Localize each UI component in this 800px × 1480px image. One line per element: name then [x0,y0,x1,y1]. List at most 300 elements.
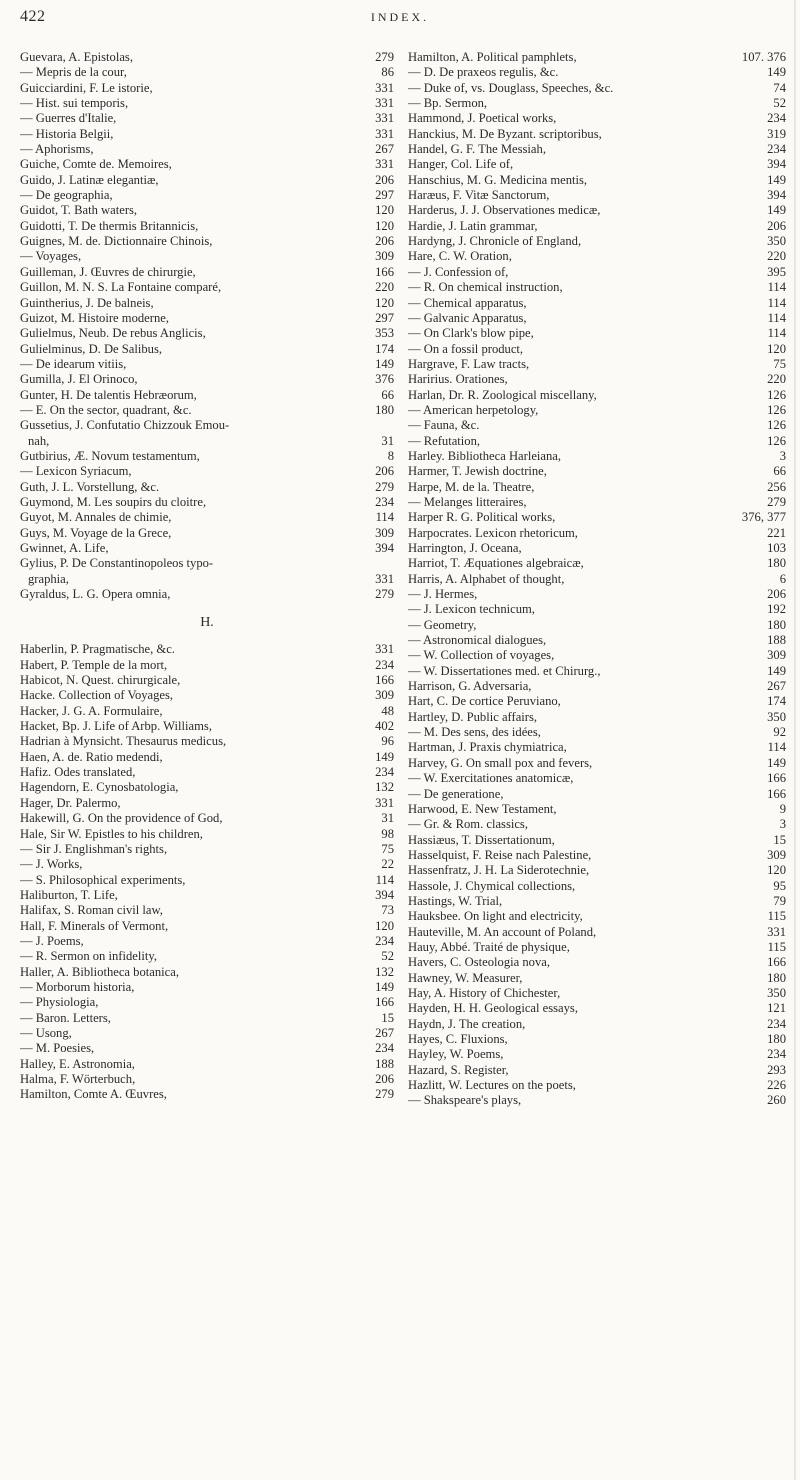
entry-page-ref: 279 [375,479,394,494]
entry-page-ref: 331 [375,795,394,810]
entry-text: Halley, E. Astronomia, [20,1056,135,1071]
entry-page-ref: 234 [767,111,786,126]
entry-text: Havers, C. Osteologia nova, [408,955,550,970]
index-entry [408,541,786,556]
entry-text: Hammond, J. Poetical works, [408,111,557,126]
entry-page-ref: 206 [375,1072,394,1086]
index-entry [408,955,786,970]
index-entry [20,495,394,510]
entry-text: Hassenfratz, J. H. La Siderotechnie, [408,863,590,878]
index-entry [20,965,394,980]
entry-page-ref: 234 [767,1047,786,1062]
index-entry [408,694,786,709]
entry-text: Guevara, A. Epistolas, [20,50,133,64]
entry-text: — Galvanic Apparatus, [408,310,527,325]
index-entry [408,157,786,172]
entry-page-ref: 66 [773,464,786,479]
entry-page-ref: 279 [375,50,394,64]
index-entry [408,249,786,264]
entry-page-ref: 121 [767,1001,786,1016]
entry-text: Hacket, Bp. J. Life of Arbp. Williams, [20,719,212,734]
entry-text: — W. Collection of voyages, [408,648,555,663]
entry-text: — M. Des sens, des idées, [408,725,541,740]
entry-text: Habicot, N. Quest. chirurgicale, [20,673,181,688]
entry-text: Hartman, J. Praxis chymiatrica, [408,740,567,755]
index-entry [20,541,394,556]
index-entry [408,357,786,372]
index-entry [408,556,786,571]
index-entry [20,464,394,479]
entry-page-ref: 52 [381,949,394,964]
entry-text: Guidotti, T. De thermis Britannicis, [20,218,199,233]
entry-text: — Duke of, vs. Douglass, Speeches, &c. [408,80,614,95]
index-entry [408,787,786,802]
entry-page-ref: 206 [375,234,394,249]
entry-page-ref: 126 [767,433,786,448]
entry-page-ref: 234 [767,1016,786,1031]
entry-page-ref: 234 [375,933,394,948]
index-entry [20,1041,394,1056]
index-entry [408,372,786,387]
entry-text: Hanger, Col. Life of, [408,157,514,172]
entry-page-ref: 331 [375,157,394,172]
entry-page-ref: 394 [767,157,786,172]
entry-page-ref: 31 [381,811,394,826]
entry-page-ref: 31 [381,433,394,448]
entry-text: Hale, Sir W. Epistles to his children, [20,826,203,841]
entry-text: — Aphorisms, [20,142,94,157]
entry-text: Guizot, M. Histoire moderne, [20,310,169,325]
index-entry [20,81,394,96]
index-entry [20,796,394,811]
entry-text: Guymond, M. Les soupirs du cloitre, [20,494,207,509]
entry-text: Hacke. Collection of Voyages, [20,688,174,703]
entry-text: Gulielminus, D. De Salibus, [20,341,163,356]
index-entry [20,1057,394,1072]
entry-page-ref: 394 [375,541,394,555]
entry-page-ref: 206 [767,218,786,233]
entry-page-ref: 96 [381,734,394,749]
entry-page-ref: 174 [767,694,786,709]
entry-text: — Fauna, &c. [408,418,480,433]
entry-page-ref: 115 [767,939,786,954]
index-entry [20,96,394,111]
index-entry [408,480,786,495]
index-entry [20,188,394,203]
index-entry [408,96,786,111]
entry-text: — Lexicon Syriacum, [20,464,132,479]
entry-page-ref: 350 [767,709,786,724]
index-entry [408,510,786,525]
index-entry [20,688,394,703]
index-entry [408,65,786,80]
entry-page-ref: 297 [375,310,394,325]
index-entry [408,219,786,234]
entry-page-ref: 86 [381,65,394,80]
entry-text: Guidot, T. Bath waters, [20,203,138,218]
entry-page-ref: 149 [767,65,786,80]
index-entry [408,127,786,142]
entry-page-ref: 114 [767,326,786,341]
page-edge [794,0,796,1480]
entry-page-ref: 114 [767,740,786,755]
entry-text: Haræus, F. Vitæ Sanctorum, [408,188,550,203]
index-entry [20,827,394,842]
index-entry [20,249,394,264]
entry-page-ref: 149 [767,203,786,218]
index-entry [408,710,786,725]
entry-page-ref: 6 [779,571,786,586]
entry-page-ref: 309 [767,648,786,663]
index-entry [408,725,786,740]
index-entry [408,940,786,955]
index-entry [408,142,786,157]
entry-page-ref: 149 [375,979,394,994]
entry-page-ref: 376 [375,372,394,387]
entry-text: Hare, C. W. Oration, [408,249,512,264]
entry-text: Hasselquist, F. Reise nach Palestine, [408,847,592,862]
entry-page-ref: 260 [767,1093,786,1108]
entry-page-ref: 98 [381,826,394,841]
entry-text: — D. De praxeos regulis, &c. [408,65,559,80]
index-entry [408,1047,786,1062]
index-entry [408,1063,786,1078]
entry-text: Hayden, H. H. Geological essays, [408,1001,578,1016]
entry-page-ref: 115 [767,909,786,924]
entry-text: — American herpetology, [408,402,539,417]
entry-page-ref: 114 [375,510,394,525]
index-entry [408,173,786,188]
index-entry [20,311,394,326]
index-entry [20,173,394,188]
entry-page-ref: 120 [375,918,394,933]
entry-text: Hassole, J. Chymical collections, [408,878,576,893]
entry-text: Hayes, C. Fluxions, [408,1032,508,1046]
entry-page-ref: 309 [375,688,394,703]
entry-text: Hall, F. Minerals of Vermont, [20,918,169,933]
entry-text: Gulielmus, Neub. De rebus Anglicis, [20,326,206,341]
entry-text: Harriot, T. Æquationes algebraicæ, [408,556,584,571]
entry-page-ref: 48 [381,703,394,718]
entry-page-ref: 309 [375,525,394,540]
entry-page-ref: 319 [767,126,786,141]
index-entry [408,111,786,126]
entry-page-ref: 126 [767,418,786,433]
index-entry [20,673,394,688]
entry-text: Guintherius, J. De balneis, [20,295,154,310]
entry-text: Harlan, Dr. R. Zoological miscellany, [408,387,597,402]
entry-text: Guiche, Comte de. Memoires, [20,157,172,172]
entry-text: — E. On the sector, quadrant, &c. [20,402,192,417]
entry-page-ref: 120 [767,341,786,356]
entry-text: Hartley, D. Public affairs, [408,709,538,724]
index-entry [20,50,394,65]
entry-text: Harris, A. Alphabet of thought, [408,571,565,586]
index-entry [20,780,394,795]
entry-page-ref: 353 [375,326,394,341]
entry-text: Guilleman, J. Œuvres de chirurgie, [20,264,196,279]
index-entry [20,157,394,172]
entry-text: Gumilla, J. El Orinoco, [20,372,138,387]
entry-page-ref: 149 [767,663,786,678]
entry-text: graphia, [28,571,69,586]
entry-text: Hauteville, M. An account of Poland, [408,924,597,939]
index-entry [408,648,786,663]
index-entry [20,357,394,372]
index-entry [408,802,786,817]
entry-text: Halma, F. Wörterbuch, [20,1072,136,1086]
entry-text: Hanschius, M. G. Medicina mentis, [408,172,588,187]
entry-text: — Hist. sui temporis, [20,96,129,111]
index-entry [20,403,394,418]
entry-page-ref: 279 [375,587,394,602]
entry-text: — Mepris de la cour, [20,65,127,80]
entry-text: Hauksbee. On light and electricity, [408,909,583,924]
entry-page-ref: 234 [767,142,786,157]
entry-page-ref: 120 [375,218,394,233]
index-entry [20,750,394,765]
entry-page-ref: 234 [375,765,394,780]
entry-page-ref: 331 [375,96,394,111]
entry-page-ref: 174 [375,341,394,356]
index-entry [20,995,394,1010]
entry-page-ref: 267 [375,1025,394,1040]
index-entry [408,848,786,863]
entry-text: Gutbirius, Æ. Novum testamentum, [20,448,200,463]
index-entry [408,203,786,218]
index-entry [20,642,394,657]
index-entry [20,903,394,918]
index-entry [408,388,786,403]
entry-text: Guicciardini, F. Le istorie, [20,80,153,95]
index-entry [408,664,786,679]
entry-text: — De idearum vitiis, [20,356,127,371]
index-entry [20,526,394,541]
entry-text: — Shakspeare's plays, [408,1093,522,1108]
index-entry [20,934,394,949]
entry-text: Habert, P. Temple de la mort, [20,657,168,672]
entry-text: Haliburton, T. Life, [20,887,118,902]
entry-page-ref: 188 [375,1056,394,1071]
entry-text: — W. Exercitationes anatomicæ, [408,771,574,786]
entry-page-ref: 188 [767,633,786,648]
index-entry [20,449,394,464]
entry-text: — J. Lexicon technicum, [408,602,535,617]
index-entry [408,587,786,602]
entry-page-ref: 9 [779,801,786,816]
entry-text: Hayley, W. Poems, [408,1047,504,1062]
entry-text: — J. Hermes, [408,587,478,602]
entry-text: Hastings, W. Trial, [408,893,503,908]
entry-page-ref: 3 [779,817,786,832]
entry-text: Hagendorn, E. Cynosbatologia, [20,780,179,795]
entry-page-ref: 331 [767,924,786,939]
index-entry [408,342,786,357]
index-entry [20,418,394,433]
index-entry [20,704,394,719]
entry-page-ref: 149 [375,356,394,371]
index-entry [20,326,394,341]
entry-text: Harderus, J. J. Observationes medicæ, [408,203,601,218]
entry-page-ref: 331 [375,111,394,126]
entry-text: Hafiz. Odes translated, [20,765,136,780]
entry-page-ref: 394 [375,887,394,902]
entry-page-ref: 394 [767,188,786,203]
index-column-left [20,50,394,1103]
index-entry [408,234,786,249]
entry-text: — Refutation, [408,433,481,448]
entry-text: Harrington, J. Oceana, [408,541,522,555]
entry-page-ref: 15 [773,832,786,847]
index-entry [408,434,786,449]
index-entry [408,296,786,311]
index-entry [408,879,786,894]
entry-page-ref: 331 [375,126,394,141]
entry-page-ref: 74 [773,80,786,95]
index-entry [408,986,786,1001]
entry-text: Halifax, S. Roman civil law, [20,903,163,918]
entry-page-ref: 114 [767,280,786,295]
entry-page-ref: 221 [767,525,786,540]
index-entry [408,1001,786,1016]
index-entry [20,234,394,249]
entry-page-ref: 15 [381,1010,394,1025]
entry-text: Gunter, H. De talentis Hebræorum, [20,387,197,402]
index-entry [408,679,786,694]
entry-page-ref: 8 [387,448,394,463]
index-entry [408,326,786,341]
entry-page-ref: 166 [375,264,394,279]
entry-text: — On a fossil product, [408,341,524,356]
index-entry [20,734,394,749]
entry-page-ref: 149 [375,749,394,764]
index-entry [408,894,786,909]
entry-page-ref: 107. 376 [741,50,786,64]
entry-text: — Melanges litteraires, [408,494,527,509]
entry-page-ref: 234 [375,657,394,672]
entry-text: — Sir J. Englishman's rights, [20,841,168,856]
entry-page-ref: 206 [767,587,786,602]
entry-page-ref: 279 [375,1087,394,1102]
index-entry [20,203,394,218]
index-entry [20,1072,394,1087]
index-entry [408,50,786,65]
entry-page-ref: 120 [375,295,394,310]
entry-page-ref: 166 [767,786,786,801]
entry-page-ref: 149 [767,172,786,187]
index-entry [408,909,786,924]
entry-page-ref: 331 [375,571,394,586]
entry-page-ref: 166 [767,955,786,970]
entry-text: Harwood, E. New Testament, [408,801,557,816]
index-entry [20,873,394,888]
index-entry [20,857,394,872]
entry-page-ref: 126 [767,387,786,402]
entry-text: Hay, A. History of Chichester, [408,985,561,1000]
entry-page-ref: 114 [767,310,786,325]
entry-text: Hauy, Abbé. Traité de physique, [408,939,570,954]
entry-text: — Baron. Letters, [20,1010,111,1025]
index-entry [408,633,786,648]
entry-page-ref: 402 [375,719,394,734]
index-entry [20,556,394,571]
entry-text: Haller, A. Bibliotheca botanica, [20,964,179,979]
entry-page-ref: 95 [773,878,786,893]
index-entry [20,842,394,857]
entry-page-ref: 22 [381,857,394,872]
entry-text: Hardyng, J. Chronicle of England, [408,234,582,249]
entry-text: Hart, C. De cortice Peruviano, [408,694,561,709]
entry-page-ref: 350 [767,234,786,249]
index-entry [20,65,394,80]
entry-text: Gussetius, J. Confutatio Chizzouk Emou- [20,418,230,433]
entry-text: — W. Dissertationes med. et Chirurg., [408,663,601,678]
entry-page-ref: 126 [767,402,786,417]
entry-page-ref: 192 [767,602,786,617]
index-entry [20,434,394,449]
index-entry [20,111,394,126]
entry-text: Harpe, M. de la. Theatre, [408,479,535,494]
entry-page-ref: 3 [779,448,786,463]
index-entry [20,1026,394,1041]
entry-text: Hager, Dr. Palermo, [20,795,121,810]
entry-page-ref: 75 [773,356,786,371]
index-entry [20,572,394,587]
entry-text: Hazlitt, W. Lectures on the poets, [408,1078,576,1093]
entry-text: — R. Sermon on infidelity, [20,949,158,964]
entry-text: Haririus. Orationes, [408,372,508,387]
index-entry [20,296,394,311]
entry-text: — Historia Belgii, [20,126,114,141]
entry-page-ref: 103 [767,541,786,555]
entry-text: — Bp. Sermon, [408,96,488,111]
entry-text: — M. Poesies, [20,1041,95,1056]
entry-text: Hargrave, F. Law tracts, [408,356,530,371]
entry-page-ref: 132 [375,780,394,795]
entry-page-ref: 309 [375,249,394,264]
index-entry [20,719,394,734]
index-entry [408,418,786,433]
entry-text: Harrison, G. Adversaria, [408,679,532,694]
entry-text: Hacker, J. G. A. Formulaire, [20,703,163,718]
entry-page-ref: 166 [375,673,394,688]
entry-text: — R. On chemical instruction, [408,280,563,295]
index-entry [408,495,786,510]
index-entry [408,265,786,280]
entry-text: — Physiologia, [20,995,99,1010]
entry-text: Hazard, S. Register, [408,1062,509,1077]
index-entry [408,449,786,464]
entry-text: Hawney, W. Measurer, [408,970,523,985]
entry-text: Hadrian à Mynsicht. Thesaurus medicus, [20,734,227,749]
index-entry [408,1017,786,1032]
entry-text: nah, [28,433,50,448]
entry-text: Hanckius, M. De Byzant. scriptoribus, [408,126,602,141]
entry-text: — Gr. & Rom. classics, [408,817,528,832]
index-entry [408,81,786,96]
index-entry [408,771,786,786]
entry-text: Harvey, G. On small pox and fevers, [408,755,593,770]
entry-page-ref: 331 [375,80,394,95]
entry-page-ref: 279 [767,494,786,509]
entry-page-ref: 220 [767,372,786,387]
index-entry [20,219,394,234]
entry-page-ref: 149 [767,755,786,770]
index-entry [408,526,786,541]
index-entry [20,480,394,495]
entry-page-ref: 220 [375,280,394,295]
entry-text: Gylius, P. De Constantinopoleos typo- [20,556,214,571]
